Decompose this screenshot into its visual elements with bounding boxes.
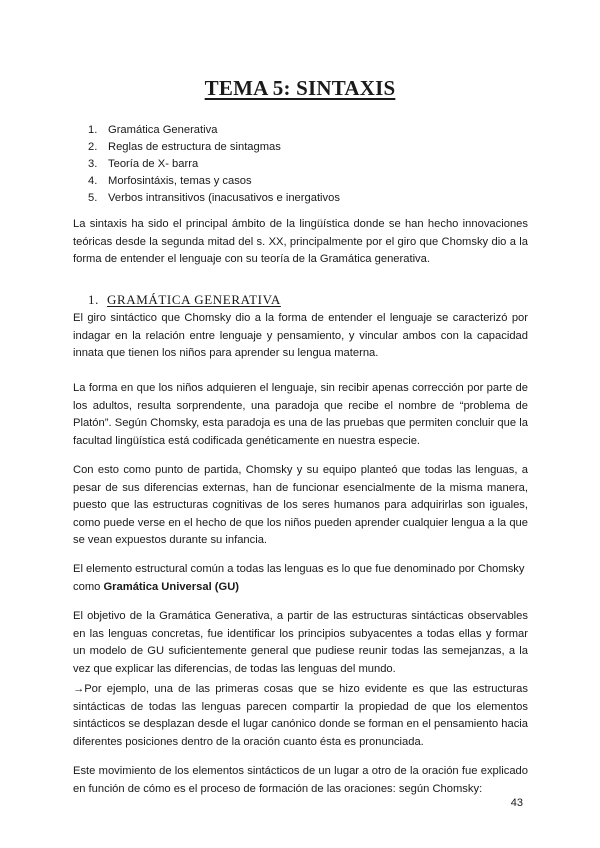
page-number: 43 (510, 797, 523, 809)
paragraph-movimiento: Este movimiento de los elementos sintácticos de un lugar a otro de la oración fue explicado en función de cómo es el proceso de formación de las oraciones: según Chomsky: (73, 765, 528, 795)
toc-item (88, 122, 340, 139)
toc-item (88, 156, 340, 173)
toc-item-label: Morfosintáxis, temas y casos (108, 175, 252, 187)
bold-term: Gramática Universal (GU) (103, 580, 240, 593)
toc-item (88, 139, 340, 156)
toc-item-label: Gramática Generativa (108, 124, 218, 136)
paragraph-ejemplo: →Por ejemplo, una de las primeras cosas que se hizo evidente es que las estructuras sintácticas de todas las lenguas parecen compartir la propiedad de que los elementos sintácticos se desplazan desde el lugar canónico donde se forman en el pensamiento hacia diferentes posiciones dentro de la oración cuanto ésta es pronunciada. (73, 683, 528, 748)
toc-item-label: Reglas de estructura de sintagmas (108, 141, 281, 153)
paragraph-text: El elemento estructural común a todas las lenguas es lo que fue denominado por Chomsky como (73, 563, 525, 593)
toc-item (88, 173, 340, 190)
paragraph-giro-sintactico: El giro sintáctico que Chomsky dio a la forma de entender el lenguaje se caracterizó por indagar en la relación entre lenguaje y pensamiento, y vincular ambos con la capacidad innata que tienen los niños para aprender su lengua materna. (73, 312, 528, 359)
page-title: TEMA 5: SINTAXIS (204, 76, 396, 100)
paragraph-problema-platon: La forma en que los niños adquieren el lenguaje, sin recibir apenas corrección por parte de los adultos, resulta sorprendente, una paradoja que recibe el nombre de “problema de Platón”. Según Chomsky, esta paradoja es una de las pruebas que permiten concluir que la facultad lingüística está codificada genéticamente en nuestra especie. (73, 382, 528, 447)
intro-paragraph: La sintaxis ha sido el principal ámbito de la lingüística donde se han hecho innovaciones teóricas desde la segunda mitad del s. XX, principalmente por el giro que Chomsky dio a la forma de entender el lenguaje con su teoría de la Gramática generativa. (73, 218, 528, 265)
section-title: GRAMÁTICA GENERATIVA (107, 292, 281, 307)
paragraph-gramatica-universal (73, 561, 528, 596)
toc-item-label: Verbos intransitivos (inacusativos e inergativos (108, 192, 340, 204)
paragraph-punto-partida: Con esto como punto de partida, Chomsky y su equipo planteó que todas las lenguas, a pesar de sus diferencias externas, han de funcionar esencialmente de la misma manera, puesto que las estructuras cognitivas de los seres humanos para adquirirlas son iguales, como puede verse en el hecho de que los niños pueden aprender cualquier lengua a la que se vean expuestos durante su infancia. (73, 464, 528, 546)
toc-item (88, 190, 340, 207)
toc-item-number: 1. (88, 124, 98, 136)
paragraph-objetivo: El objetivo de la Gramática Generativa, a partir de las estructuras sintácticas observables en las lenguas concretas, fue identificar los principios subyacentes a todas ellas y formar un modelo de GU suficientemente general que pudiese reunir todas las semejanzas, a la vez que explicar las diferencias, de todas las lenguas del mundo. (73, 610, 528, 675)
toc-item-number: 3. (88, 158, 98, 170)
toc-item-number: 2. (88, 141, 98, 153)
section-number: 1. (88, 292, 99, 307)
toc-item-number: 4. (88, 175, 98, 187)
toc-item-label: Teoría de X- barra (108, 158, 199, 170)
section-heading (88, 292, 281, 308)
toc-item-number: 5. (88, 192, 98, 204)
table-of-contents (88, 122, 340, 207)
